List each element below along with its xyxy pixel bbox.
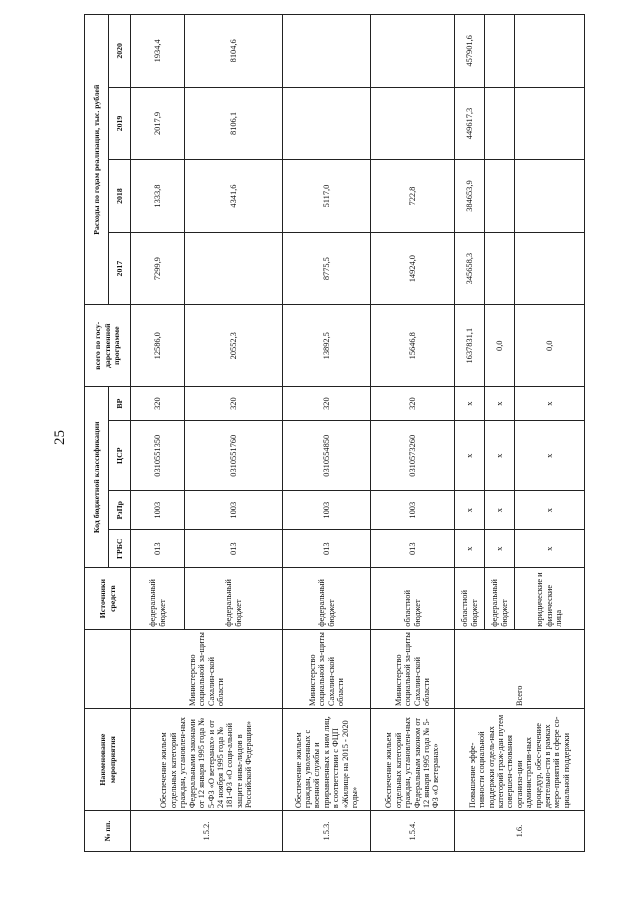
row-2020 bbox=[485, 15, 515, 88]
row-2017: 7299,9 bbox=[131, 232, 185, 305]
row-source: юридические и физические лица bbox=[515, 568, 585, 629]
row-source: областной бюджет bbox=[371, 568, 455, 629]
row-rzpr: х bbox=[455, 491, 485, 530]
row-source: федеральный бюджет bbox=[185, 568, 283, 629]
row-vr: х bbox=[485, 387, 515, 421]
row-vr: х bbox=[515, 387, 585, 421]
row-total: 12586,0 bbox=[131, 305, 185, 387]
row-csr: х bbox=[485, 421, 515, 491]
row-rzpr: 1003 bbox=[185, 491, 283, 530]
row-vr: 320 bbox=[283, 387, 371, 421]
header-2019: 2019 bbox=[109, 87, 131, 160]
header-num: № пп. bbox=[85, 811, 131, 852]
row-2020: 1934,4 bbox=[131, 15, 185, 88]
row-2018: 5117,0 bbox=[283, 160, 371, 233]
row-grbs: 013 bbox=[283, 529, 371, 568]
row-total: 20552,3 bbox=[185, 305, 283, 387]
header-executor bbox=[85, 629, 131, 708]
row-total: 0,0 bbox=[485, 305, 515, 387]
header-grbs: ГРБС bbox=[109, 529, 131, 568]
row-csr: х bbox=[515, 421, 585, 491]
header-csr: ЦСР bbox=[109, 421, 131, 491]
row-2019 bbox=[485, 87, 515, 160]
row-2019: 8106,1 bbox=[185, 87, 283, 160]
row-csr: 0310573260 bbox=[371, 421, 455, 491]
row-2017: 345658,3 bbox=[455, 232, 485, 305]
row-executor: Министерство социальной за-щиты Сахалин-ской области bbox=[283, 629, 371, 708]
row-grbs: х bbox=[455, 529, 485, 568]
row-2018: 384653,9 bbox=[455, 160, 485, 233]
row-2020 bbox=[371, 15, 455, 88]
row-2018: 1333,8 bbox=[131, 160, 185, 233]
row-vr: х bbox=[455, 387, 485, 421]
expenditure-table bbox=[84, 14, 585, 852]
row-name: Обеспечение жильем граждан, уволенных с военной службы и приравненных к ним лиц, в соответствии с ФЦП «Жилище на 2015 - 2020 годы» bbox=[283, 709, 371, 811]
row-2017 bbox=[185, 232, 283, 305]
table-row bbox=[371, 15, 455, 852]
row-grbs: 013 bbox=[185, 529, 283, 568]
row-num: 1.6. bbox=[455, 811, 585, 852]
header-rzpr: РзПр bbox=[109, 491, 131, 530]
row-source: федеральный бюджет bbox=[283, 568, 371, 629]
row-rzpr: х bbox=[515, 491, 585, 530]
row-source: федеральный бюджет bbox=[485, 568, 515, 629]
row-num: 1.5.3. bbox=[283, 811, 371, 852]
row-2019 bbox=[283, 87, 371, 160]
row-num: 1.5.2. bbox=[131, 811, 283, 852]
row-csr: 0310551350 bbox=[131, 421, 185, 491]
row-2020 bbox=[283, 15, 371, 88]
row-2017: 14924,0 bbox=[371, 232, 455, 305]
row-2018 bbox=[485, 160, 515, 233]
row-grbs: х bbox=[485, 529, 515, 568]
row-grbs: 013 bbox=[131, 529, 185, 568]
row-rzpr: 1003 bbox=[283, 491, 371, 530]
row-2019: 449617,3 bbox=[455, 87, 485, 160]
header-years-group: Расходы по годам реализации, тыс. рублей bbox=[85, 15, 109, 305]
row-executor: Всего bbox=[455, 629, 585, 708]
row-2019 bbox=[515, 87, 585, 160]
row-total: 13892,5 bbox=[283, 305, 371, 387]
row-executor: Министерство социальной за-щиты Сахалин-ской области bbox=[371, 629, 455, 708]
row-total: 0,0 bbox=[515, 305, 585, 387]
row-source: областной бюджет bbox=[455, 568, 485, 629]
row-executor: Министерство социальной за-щиты Сахалин-ской области bbox=[131, 629, 283, 708]
row-name: Повышение эффе-тивности социальной поддержки отдель-ных категорий граж-дан путем совершен-ствования организа-ции административ-ных процедур, обес-печение деятельно-сти в рамках меро-приятий в сфере со-циальной поддержки bbox=[455, 709, 585, 811]
table-row bbox=[283, 15, 371, 852]
table-row bbox=[455, 15, 485, 852]
row-name: Обеспечение жильем отдельных категорий граждан, установлен-ных Федеральным законом от 12 января 1995 года № 5-ФЗ «О ветеранах» bbox=[371, 709, 455, 811]
row-2017 bbox=[485, 232, 515, 305]
row-vr: 320 bbox=[371, 387, 455, 421]
row-rzpr: х bbox=[485, 491, 515, 530]
row-2018: 4341,6 bbox=[185, 160, 283, 233]
header-source: Источники средств bbox=[85, 568, 131, 629]
row-csr: 0310554850 bbox=[283, 421, 371, 491]
row-source: федеральный бюджет bbox=[131, 568, 185, 629]
row-2020: 457901,6 bbox=[455, 15, 485, 88]
row-2017: 8775,5 bbox=[283, 232, 371, 305]
row-2017 bbox=[515, 232, 585, 305]
header-2018: 2018 bbox=[109, 160, 131, 233]
header-2020: 2020 bbox=[109, 15, 131, 88]
row-num: 1.5.4. bbox=[371, 811, 455, 852]
row-2019: 2017,9 bbox=[131, 87, 185, 160]
table-row bbox=[131, 15, 185, 852]
header-name: Наименование мероприятия bbox=[85, 709, 131, 811]
page-number: 25 bbox=[52, 430, 68, 445]
row-2019 bbox=[371, 87, 455, 160]
row-2018: 722,8 bbox=[371, 160, 455, 233]
header-total: всего по госу-дарственной программе bbox=[85, 305, 131, 387]
rotated-table-container bbox=[84, 14, 584, 852]
row-total: 1637831,1 bbox=[455, 305, 485, 387]
row-name: Обеспечение жильем отдельных категорий граждан, установлен-ных Федеральными законами от 12 января 1995 года № 5-ФЗ «О ветеранах» и от 24 ноября 1995 года № 181-ФЗ «О соци-альной защите инва-лидов в Российской Федерации» bbox=[131, 709, 283, 811]
row-total: 15646,8 bbox=[371, 305, 455, 387]
row-csr: 0310551760 bbox=[185, 421, 283, 491]
row-grbs: 013 bbox=[371, 529, 455, 568]
row-grbs: х bbox=[515, 529, 585, 568]
row-rzpr: 1003 bbox=[131, 491, 185, 530]
row-vr: 320 bbox=[185, 387, 283, 421]
row-2020: 8104,6 bbox=[185, 15, 283, 88]
row-2018 bbox=[515, 160, 585, 233]
row-rzpr: 1003 bbox=[371, 491, 455, 530]
row-csr: х bbox=[455, 421, 485, 491]
row-vr: 320 bbox=[131, 387, 185, 421]
header-vr: ВР bbox=[109, 387, 131, 421]
header-2017: 2017 bbox=[109, 232, 131, 305]
header-budget-code: Код бюджетной классификации bbox=[85, 387, 109, 568]
row-2020 bbox=[515, 15, 585, 88]
